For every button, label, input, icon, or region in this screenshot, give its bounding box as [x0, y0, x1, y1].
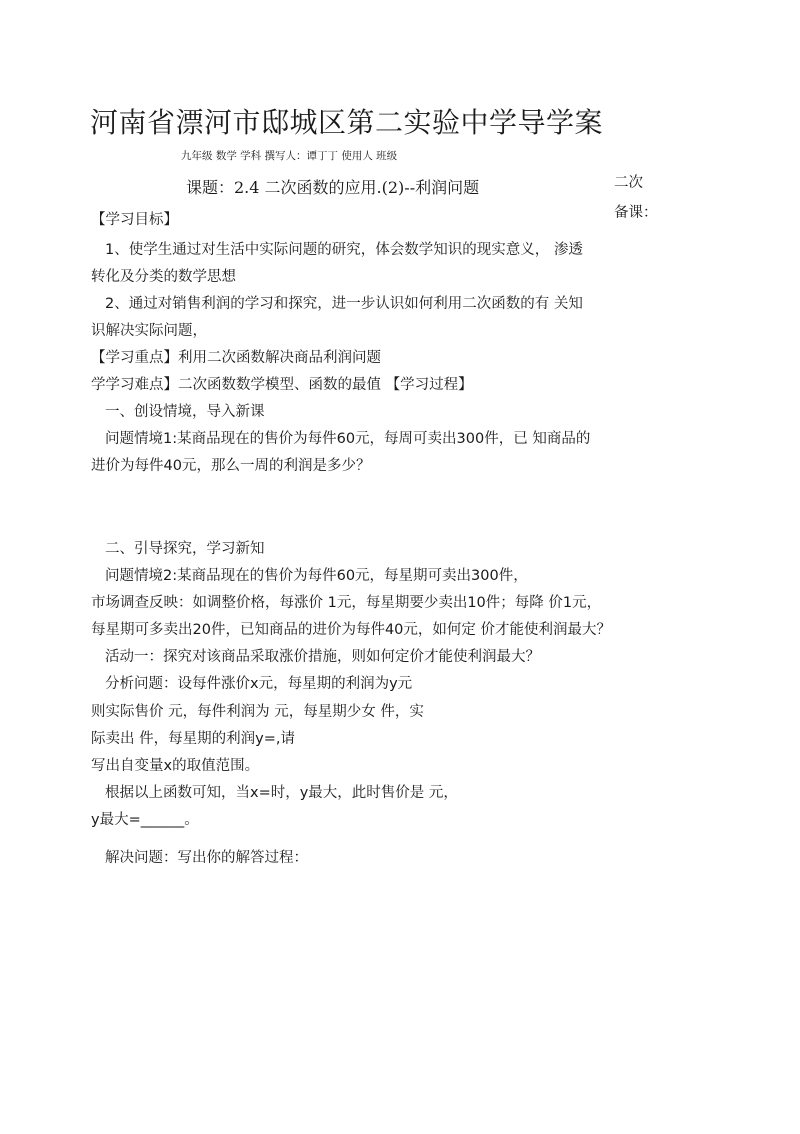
fill-blank-line-a: 则实际售价 元，每件利润为 元，每星期少女 件，实: [91, 704, 424, 720]
conclusion-line-a: 根据以上函数可知，当x=时，y最大，此时售价是 元，: [105, 785, 458, 801]
goal1-line-a: 1、使学生通过对生活中实际问题的研究，体会数学知识的现实意义， 渗透: [105, 242, 583, 258]
fill-blank-line-b: 际卖出 件，每星期的利润y=,请: [91, 731, 295, 747]
document-title: 河南省漂河市邸城区第二实验中学导学案: [90, 106, 604, 139]
fill-blank-line-c: 写出自变量x的取值范围。: [91, 758, 260, 774]
analysis: 分析问题：设每件涨价x元，每星期的利润为y元: [105, 676, 413, 692]
conclusion-line-b: y最大=______。: [91, 812, 199, 828]
question2-line-c: 每星期可多卖出20件，已知商品的进价为每件40元，如何定 价才能使利润最大？: [91, 622, 612, 638]
goal1-line-b: 转化及分类的数学思想: [91, 269, 236, 285]
difficulty-and-process: 学学习难点】二次函数数学模型、函数的最值 【学习过程】: [91, 377, 473, 393]
goal2-line-a: 2、通过对销售利润的学习和探究，进一步认识如何利用二次函数的有 关知: [105, 296, 583, 312]
question2-line-a: 问题情境2:某商品现在的售价为每件60元，每星期可卖出300件，: [105, 568, 528, 584]
key-point: 【学习重点】利用二次函数解决商品利润问题: [91, 350, 381, 366]
question1-line-a: 问题情境1:某商品现在的售价为每件60元，每周可卖出300件，已 知商品的: [105, 431, 591, 447]
activity1: 活动一：探究对该商品采取涨价措施，则如何定价才能使利润最大？: [105, 649, 540, 665]
side-note-line2: 备课：: [614, 205, 658, 221]
side-note-line1: 二次: [614, 175, 643, 191]
document-meta: 九年级 数学 学科 撰写人：谭丁丁 使用人 班级: [181, 150, 398, 162]
question2-line-b: 市场调查反映：如调整价格，每涨价 1元，每星期要少卖出10件；每降 价1元，: [91, 595, 602, 611]
goals-heading: 【学习目标】: [91, 212, 178, 228]
section2-heading: 二、引导探究，学习新知: [105, 541, 265, 557]
solve-prompt: 解决问题：写出你的解答过程：: [105, 850, 308, 866]
question1-line-b: 进价为每件40元，那么一周的利润是多少？: [91, 458, 371, 474]
lesson-title: 课题：2.4 二次函数的应用.(2)--利润问题: [186, 178, 480, 197]
goal2-line-b: 识解决实际问题，: [91, 323, 207, 339]
section1-heading: 一、创设情境，导入新课: [105, 404, 265, 420]
